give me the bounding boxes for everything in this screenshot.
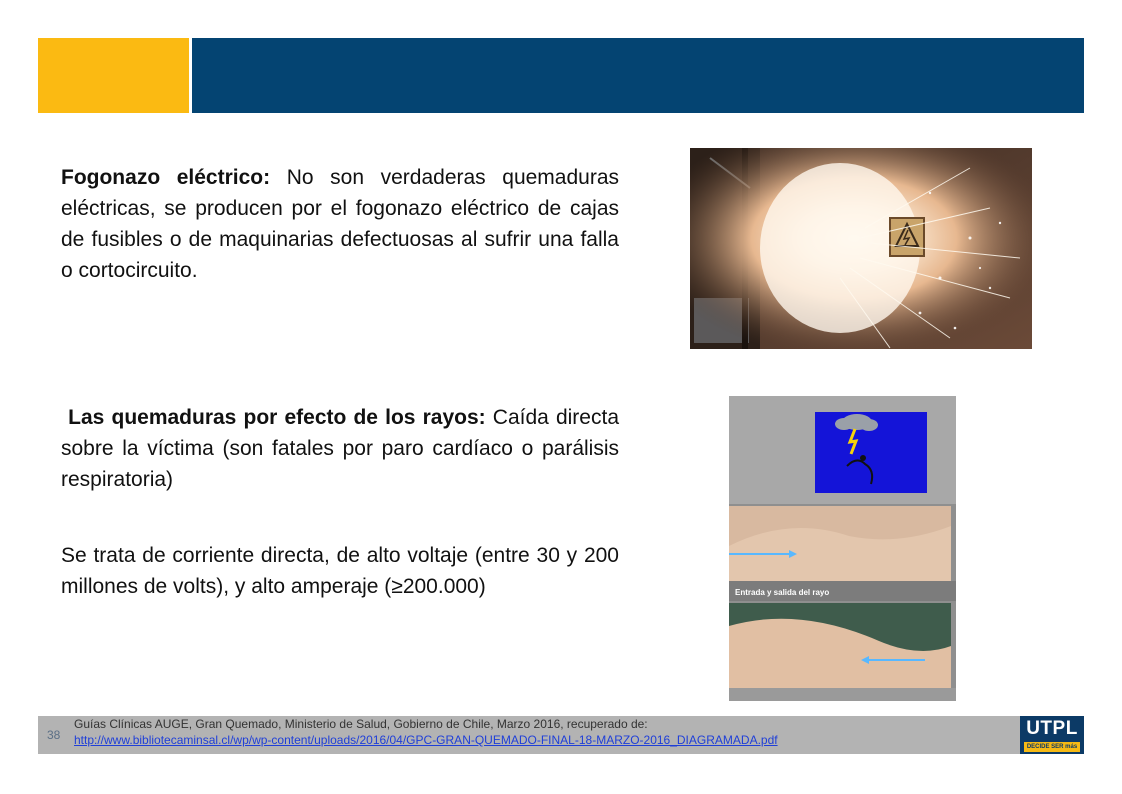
logo-text: UTPL bbox=[1026, 718, 1078, 739]
header-title-bar bbox=[192, 38, 1084, 113]
page-number: 38 bbox=[47, 728, 61, 742]
paragraph-rayos bbox=[61, 402, 619, 495]
high-voltage-warning-icon bbox=[890, 218, 924, 256]
paragraph-fogonazo-heading: Fogonazo eléctrico: bbox=[61, 166, 271, 189]
paragraph-fogonazo bbox=[61, 162, 619, 286]
logo-tagline: DECIDE SER más bbox=[1024, 742, 1080, 752]
lightning-cloud-icon bbox=[815, 412, 927, 493]
footer-citation bbox=[74, 716, 778, 748]
paragraph-fogonazo-body: No son verdaderas quemaduras eléctricas, se producen por el fogonazo eléctrico de cajas de fusibles o de maquinarias defectuosas al sufrir una falla o cortocircuito. bbox=[61, 166, 620, 282]
citation-link[interactable]: http://www.bibliotecaminsal.cl/wp/wp-content/uploads/2016/04/GPC-GRAN-QUEMADO-FINAL-18-MARZO-2016_DIAGRAMADA.pdf bbox=[74, 733, 778, 747]
utpl-logo bbox=[1020, 716, 1084, 754]
strip-caption: Entrada y salida del rayo bbox=[735, 588, 830, 597]
citation-text: Guías Clínicas AUGE, Gran Quemado, Ministerio de Salud, Gobierno de Chile, Marzo 2016, recuperado de: bbox=[74, 717, 648, 731]
paragraph-rayos-heading: Las quemaduras por efecto de los rayos: bbox=[68, 406, 486, 429]
lightning-injury-photo bbox=[729, 396, 956, 701]
electrical-flash-photo bbox=[690, 148, 1032, 349]
paragraph-corriente: Se trata de corriente directa, de alto voltaje (entre 30 y 200 millones de volts), y alto amperaje (≥200.000) bbox=[61, 544, 619, 598]
paragraph-rayos-body: Caída directa sobre la víctima (son fatales por paro cardíaco o parálisis respiratoria) bbox=[61, 406, 619, 491]
header-accent-bar bbox=[38, 38, 189, 113]
